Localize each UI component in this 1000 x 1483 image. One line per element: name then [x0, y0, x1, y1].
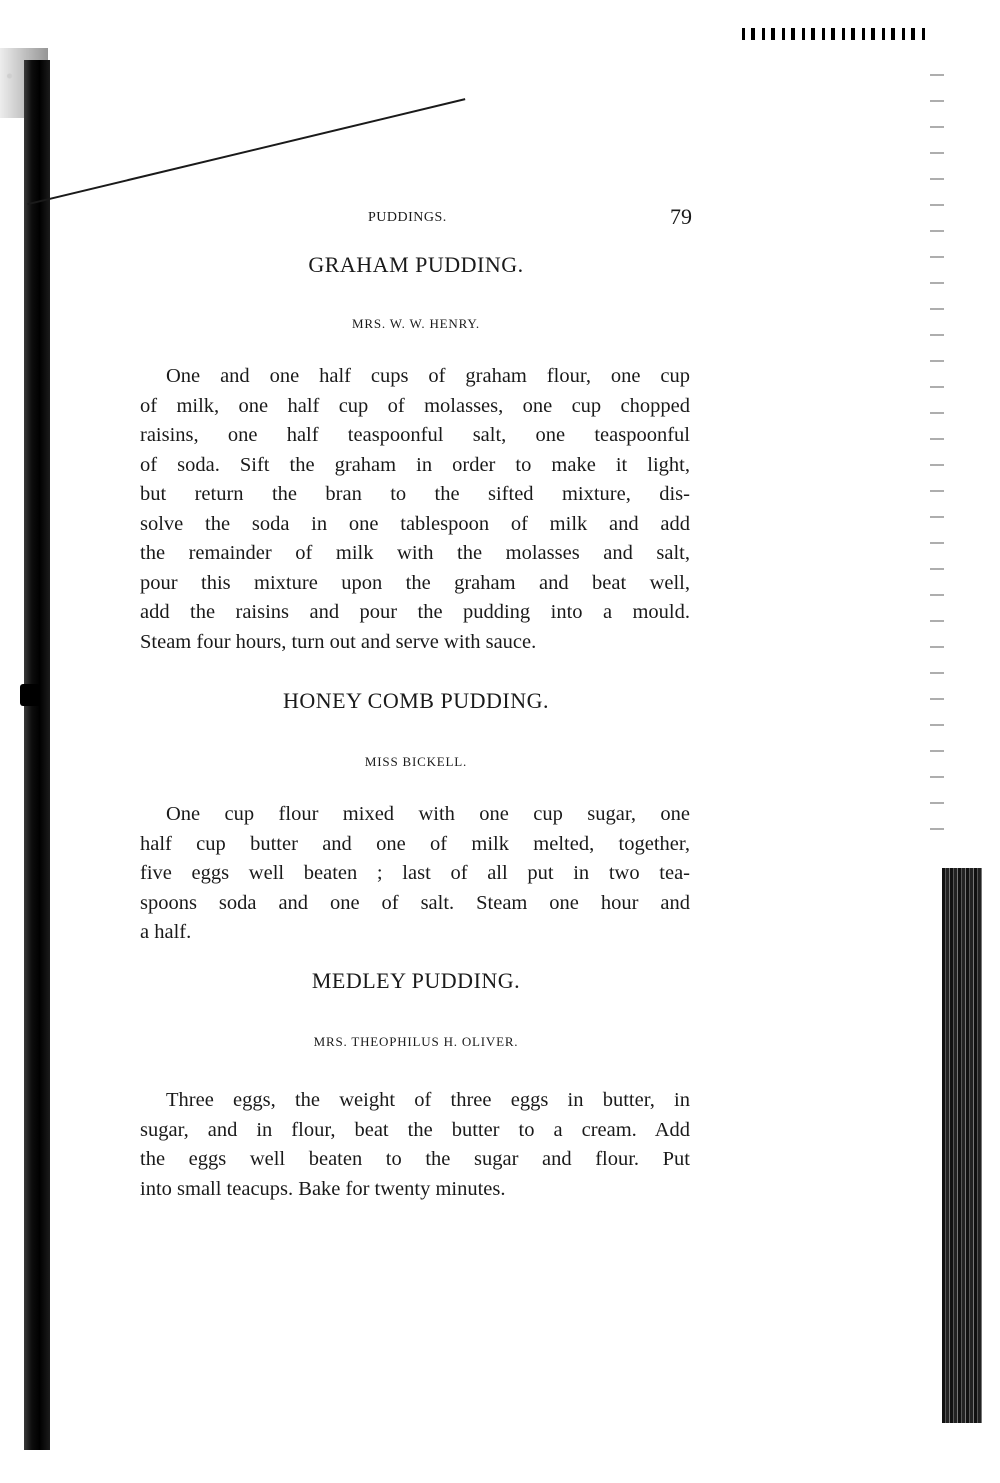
body-line: One and one half cups of graham flour, one cup: [166, 365, 690, 387]
body-line: of soda. Sift the graham in order to make it light,: [140, 453, 690, 476]
scan-ink-blot: [20, 684, 40, 706]
scan-edge-marks: [742, 28, 930, 40]
recipe-author-graham-pudding: MRS. W. W. HENRY.: [352, 316, 480, 331]
recipe-title-medley-pudding: MEDLEY PUDDING.: [311, 968, 521, 993]
body-line: sugar, and in flour, beat the butter to a cream. Add: [140, 1118, 690, 1141]
recipe-body-honey-comb-pudding: [140, 800, 690, 948]
running-head: [140, 204, 692, 234]
body-line: Steam four hours, turn out and serve with sauce.: [140, 630, 537, 653]
scan-dotted-edge: [930, 60, 944, 840]
scan-binding-edge: [24, 60, 50, 1450]
body-line: the eggs well beaten to the sugar and flour. Put: [140, 1148, 690, 1170]
body-line: a half.: [140, 921, 192, 943]
body-line: into small teacups. Bake for twenty minutes.: [140, 1177, 506, 1200]
scan-stray-line: [27, 98, 465, 205]
recipe-title-graham-pudding: GRAHAM PUDDING.: [308, 252, 524, 277]
recipe-body-graham-pudding: [140, 362, 690, 657]
body-line: half cup butter and one of milk melted, together,: [140, 832, 690, 855]
body-line: the remainder of milk with the molasses and salt,: [140, 542, 690, 564]
recipe-author-honey-comb-pudding: MISS BICKELL.: [364, 754, 468, 769]
body-line: but return the bran to the sifted mixture, dis-: [140, 483, 690, 505]
body-line: spoons soda and one of salt. Steam one hour and: [140, 891, 690, 914]
body-line: of milk, one half cup of molasses, one cup chopped: [140, 394, 690, 417]
body-line: add the raisins and pour the pudding into a mould.: [140, 601, 690, 623]
body-line: five eggs well beaten ; last of all put in two tea-: [140, 862, 690, 884]
body-line: raisins, one half teaspoonful salt, one teaspoonful: [140, 424, 690, 446]
body-line: One cup flour mixed with one cup sugar, one: [166, 803, 690, 825]
scan-right-edge-bar: [942, 868, 982, 1423]
body-line: solve the soda in one tablespoon of milk and add: [140, 512, 690, 535]
recipe-title-honey-comb-pudding: HONEY COMB PUDDING.: [283, 688, 549, 713]
recipe-author-medley-pudding: MRS. THEOPHILUS H. OLIVER.: [313, 1034, 519, 1049]
body-line: Three eggs, the weight of three eggs in butter, in: [166, 1089, 690, 1111]
running-title: PUDDINGS.: [368, 210, 447, 225]
page-number: 79: [670, 204, 692, 229]
body-line: pour this mixture upon the graham and beat well,: [140, 571, 690, 594]
recipe-body-medley-pudding: [140, 1086, 690, 1204]
